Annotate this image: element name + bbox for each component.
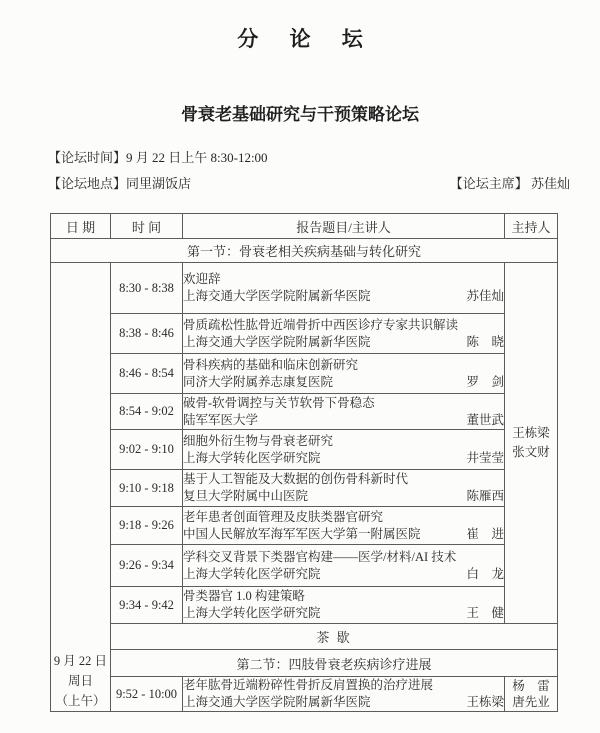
talk-cell [183, 354, 505, 394]
column-header-date: 日 期 [51, 214, 111, 239]
table-row [51, 545, 558, 587]
talk-title: 学科交叉背景下类器官构建——医学/材料/AI 技术 [183, 549, 457, 564]
talk-title: 基于人工智能及大数据的创伤骨科新时代 [183, 472, 409, 486]
talk-org: 上海交通大学医学院附属新华医院 [183, 289, 371, 303]
talk-speaker: 白 龙 [466, 566, 504, 581]
table-row [51, 263, 558, 314]
talk-org: 上海交通大学医学院附属新华医院 [183, 334, 371, 349]
session2-host-cell [505, 677, 558, 712]
talk-title: 细胞外衍生物与骨衰老研究 [183, 433, 334, 448]
time-cell: 8:30 - 8:38 [111, 263, 183, 314]
talk-speaker: 崔 进 [466, 526, 504, 541]
date-line3: （上午） [55, 694, 106, 708]
host-name: 张文财 [512, 445, 550, 459]
time-cell: 8:46 - 8:54 [111, 354, 183, 394]
program-table [50, 213, 558, 712]
time-cell: 9:18 - 9:26 [111, 507, 183, 545]
host-name: 杨 雷 [512, 679, 550, 693]
talk-org: 上海大学转化医学研究院 [183, 566, 321, 581]
talk-speaker: 陈 晓 [466, 334, 504, 349]
table-row [51, 470, 558, 507]
talk-cell [183, 507, 505, 545]
time-cell: 9:02 - 9:10 [111, 430, 183, 470]
talk-title: 骨类器官 1.0 构建策略 [183, 589, 305, 603]
time-cell: 9:52 - 10:00 [111, 677, 183, 712]
talk-cell [183, 677, 505, 712]
tea-break-row [51, 624, 558, 650]
time-cell: 8:38 - 8:46 [111, 314, 183, 354]
forum-info [48, 147, 570, 192]
date-cell [51, 263, 111, 712]
talk-cell [183, 394, 505, 430]
talk-org: 中国人民解放军海军军医大学第一附属医院 [183, 526, 421, 541]
section1-header-row [51, 239, 558, 263]
time-cell: 9:26 - 9:34 [111, 545, 183, 587]
talk-title: 骨质疏松性肱骨近端骨折中西医诊疗专家共识解读 [183, 317, 459, 332]
table-row [51, 507, 558, 545]
talk-speaker: 王 健 [466, 606, 504, 620]
talk-title: 破骨-软骨调控与关节软骨下骨稳态 [183, 395, 375, 410]
table-row [51, 587, 558, 624]
talk-title: 骨科疾病的基础和临床创新研究 [183, 357, 359, 372]
talk-org: 上海大学转化医学研究院 [183, 450, 321, 465]
tea-break-label: 茶 歇 [111, 624, 558, 650]
talk-org: 复旦大学附属中山医院 [183, 489, 309, 503]
host-name: 王栋梁 [512, 426, 550, 440]
talk-org: 上海大学转化医学研究院 [183, 606, 321, 620]
header-row [51, 214, 558, 239]
forum-time: 【论坛时间】9 月 22 日上午 8:30-12:00 [48, 150, 268, 165]
talk-cell [183, 470, 505, 507]
talk-cell [183, 263, 505, 314]
table-row [51, 314, 558, 354]
table-row [51, 677, 558, 712]
session1-host-cell [505, 263, 558, 624]
talk-cell [183, 314, 505, 354]
host-name: 唐先业 [512, 695, 550, 709]
section2-title: 第二节：四肢骨衰老疾病诊疗进展 [111, 650, 558, 677]
section1-title: 第一节：骨衰老相关疾病基础与转化研究 [51, 239, 558, 263]
talk-speaker: 陈雁西 [466, 489, 504, 503]
column-header-host: 主持人 [505, 214, 558, 239]
time-cell: 9:34 - 9:42 [111, 587, 183, 624]
forum-chair: 【论坛主席】 苏佳灿 [449, 176, 570, 191]
table-row [51, 394, 558, 430]
talk-speaker: 王栋梁 [466, 695, 504, 709]
forum-location: 【论坛地点】同里湖饭店 [48, 176, 192, 191]
talk-title: 老年患者创面管理及皮肤类器官研究 [183, 509, 384, 524]
talk-title: 老年肱骨近端粉碎性骨折反肩置换的治疗进展 [183, 678, 434, 692]
forum-title: 骨衰老基础研究与干预策略论坛 [181, 105, 419, 124]
table-row [51, 430, 558, 470]
talk-org: 上海交通大学医学院附属新华医院 [183, 695, 371, 709]
talk-speaker: 罗 剑 [466, 374, 504, 389]
talk-cell [183, 545, 505, 587]
section2-header-row [51, 650, 558, 677]
talk-speaker: 董世武 [466, 412, 504, 427]
talk-cell [183, 430, 505, 470]
talk-org: 陆军军医大学 [183, 412, 259, 427]
date-line1: 9 月 22 日 [53, 654, 108, 668]
time-cell: 8:54 - 9:02 [111, 394, 183, 430]
date-line2: 周日 [67, 674, 93, 688]
talk-speaker: 苏佳灿 [466, 289, 504, 303]
talk-cell [183, 587, 505, 624]
page-title: 分 论 坛 [237, 27, 376, 51]
column-header-time: 时 间 [111, 214, 183, 239]
talk-speaker: 井莹莹 [466, 450, 504, 465]
column-header-topic: 报告题目/主讲人 [183, 214, 505, 239]
time-cell: 9:10 - 9:18 [111, 470, 183, 507]
talk-org: 同济大学附属养志康复医院 [183, 374, 334, 389]
talk-title: 欢迎辞 [183, 272, 221, 286]
table-row [51, 354, 558, 394]
